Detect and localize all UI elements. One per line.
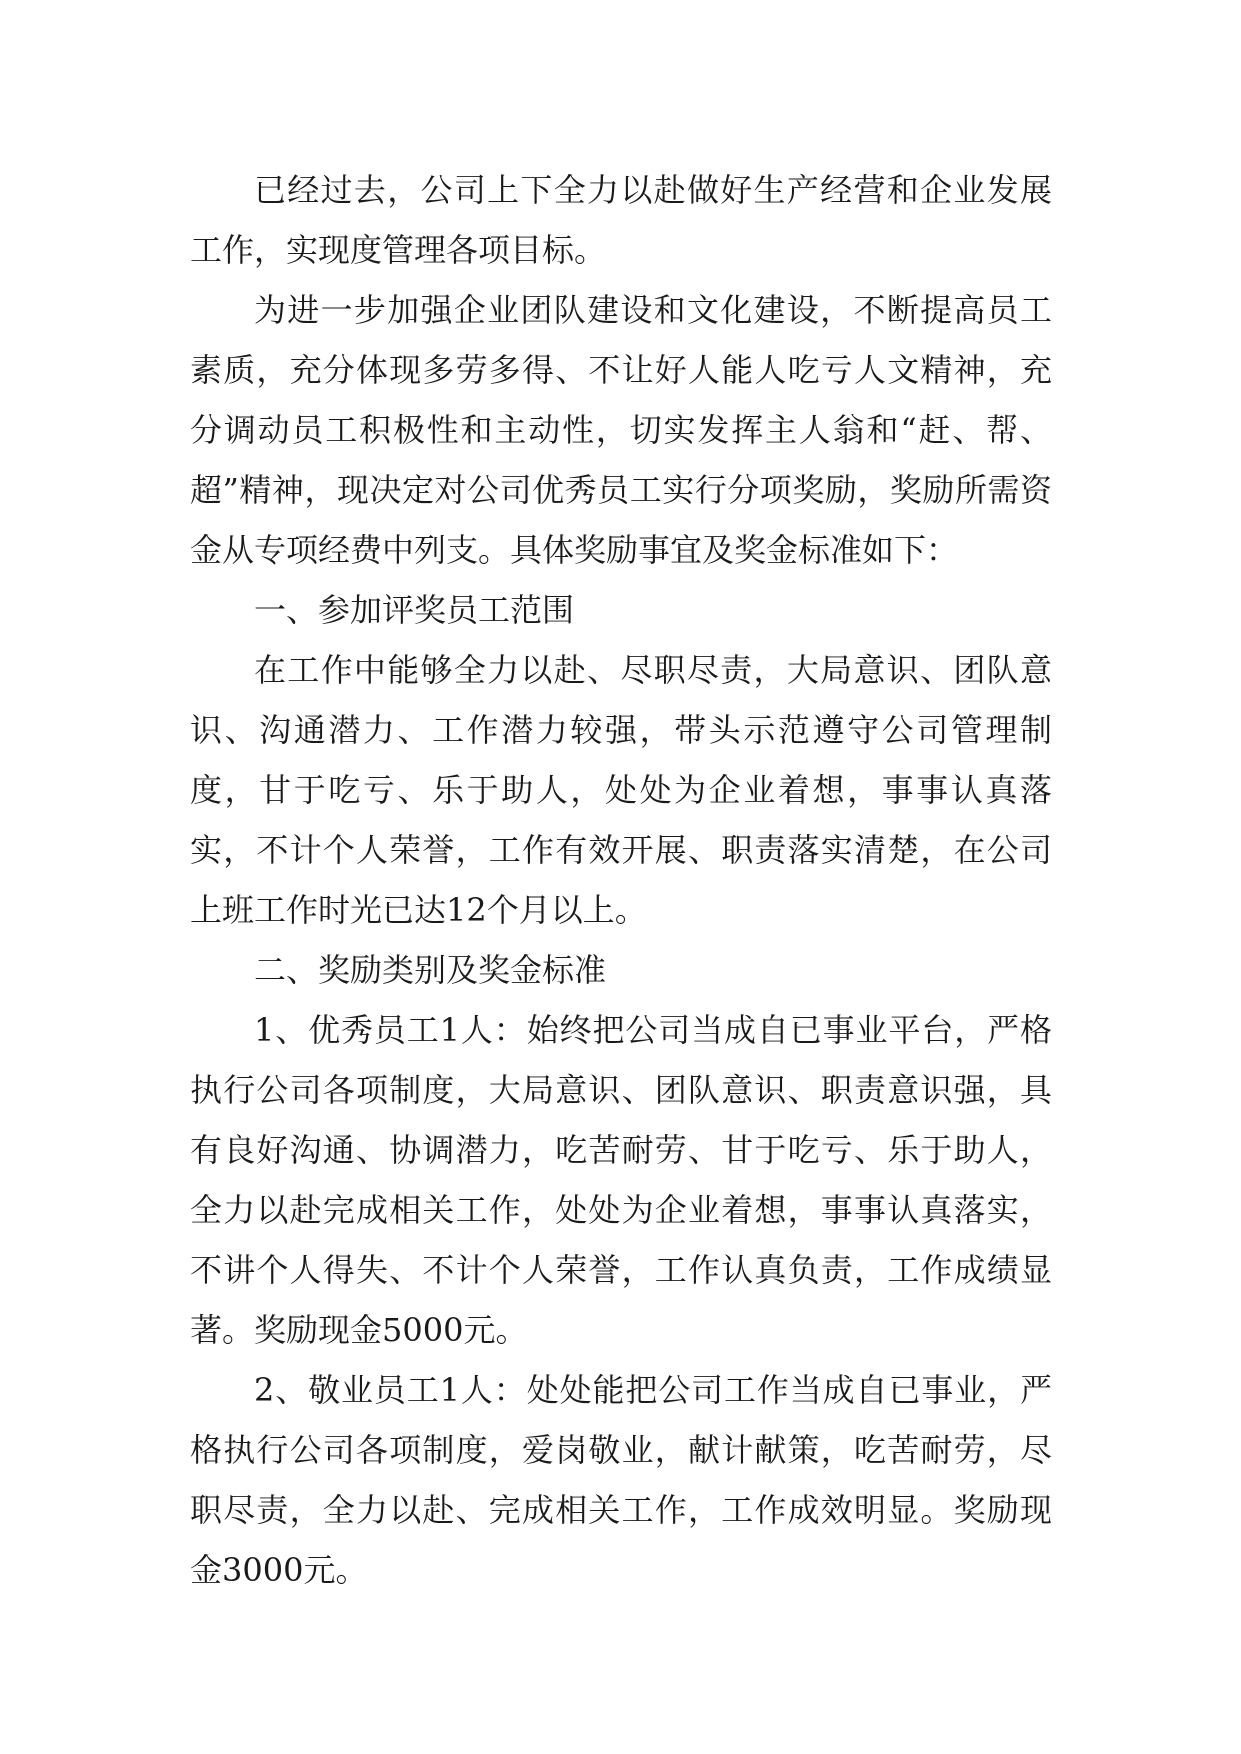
paragraph: 为进一步加强企业团队建设和文化建设，不断提高员工素质，充分体现多劳多得、不让好人能人吃亏人文精神，充分调动员工积极性和主动性，切实发挥主人翁和“赶、帮、超”精神，现决定对公司优秀员工实行分项奖励，奖励所需资金从专项经费中列支。具体奖励事宜及奖金标准如下： — [190, 291, 1052, 569]
document-body — [190, 160, 1052, 1600]
section-heading: 二、奖励类别及奖金标准 — [254, 951, 607, 989]
paragraph: 已经过去，公司上下全力以赴做好生产经营和企业发展工作，实现度管理各项目标。 — [190, 171, 1052, 269]
paragraph: 2、敬业员工1人：处处能把公司工作当成自已事业，严格执行公司各项制度，爱岗敬业，献计献策，吃苦耐劳，尽职尽责，全力以赴、完成相关工作，工作成效明显。奖励现金3000元。 — [190, 1371, 1052, 1589]
section-heading: 一、参加评奖员工范围 — [254, 591, 575, 629]
paragraph: 在工作中能够全力以赴、尽职尽责，大局意识、团队意识、沟通潜力、工作潜力较强，带头示范遵守公司管理制度，甘于吃亏、乐于助人，处处为企业着想，事事认真落实，不计个人荣誉，工作有效开展、职责落实清楚，在公司上班工作时光已达12个月以上。 — [190, 651, 1052, 929]
paragraph: 1、优秀员工1人：始终把公司当成自已事业平台，严格执行公司各项制度，大局意识、团队意识、职责意识强，具有良好沟通、协调潜力，吃苦耐劳、甘于吃亏、乐于助人，全力以赴完成相关工作，处处为企业着想，事事认真落实，不讲个人得失、不计个人荣誉，工作认真负责，工作成绩显著。奖励现金5000元。 — [190, 1011, 1052, 1349]
